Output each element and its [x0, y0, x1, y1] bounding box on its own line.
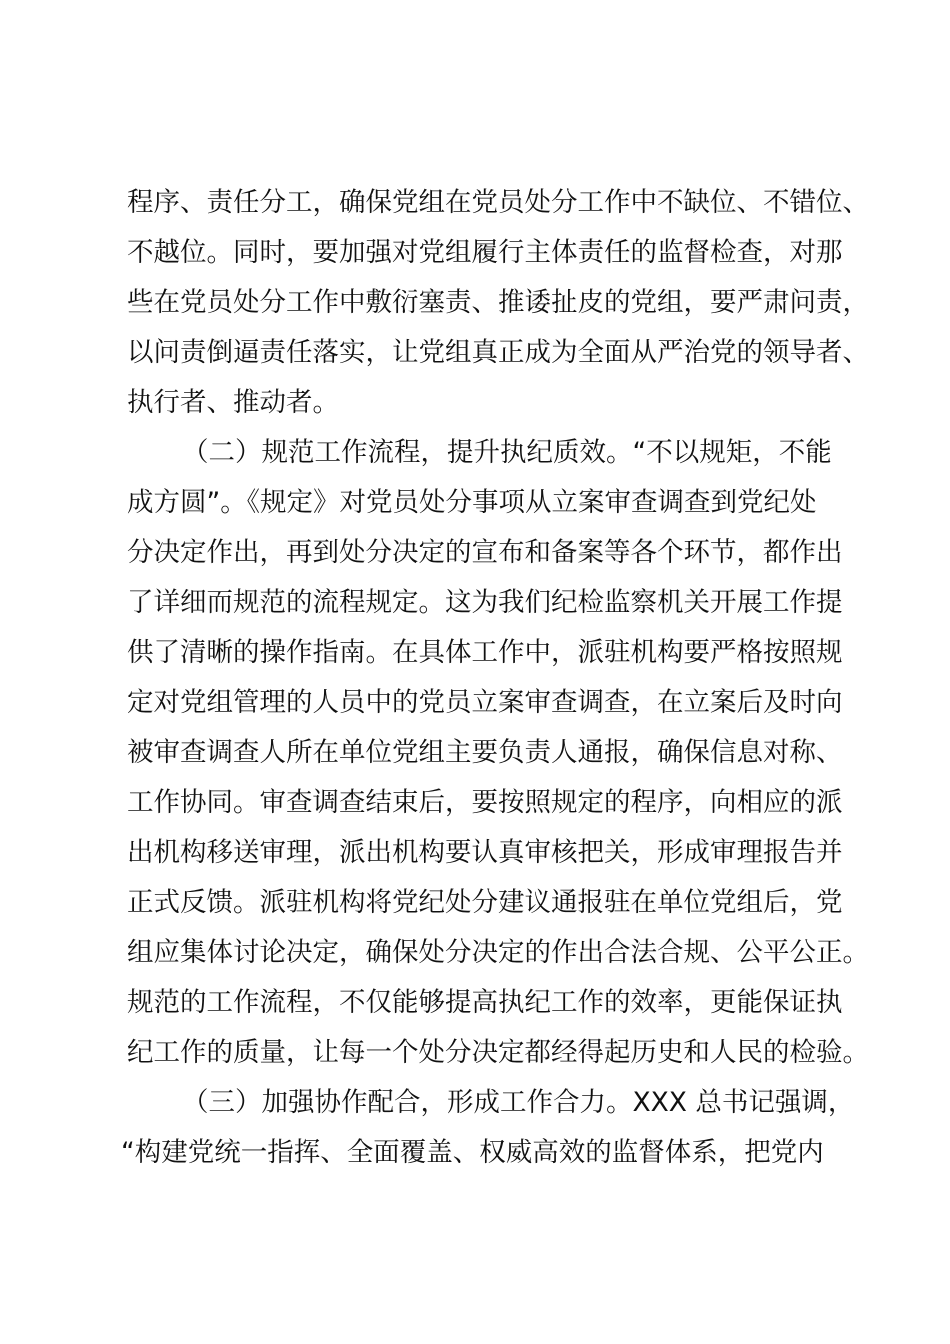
text-line: 些在党员处分工作中敷衍塞责、推诿扯皮的党组，要严肃问责， [127, 287, 869, 318]
text-line: 规范的工作流程，不仅能够提高执纪工作的效率，更能保证执 [127, 987, 843, 1018]
text-line: 成方圆”。《规定》对党员处分事项从立案审查调查到党纪处 [127, 487, 817, 518]
text-line: “构建党统一指挥、全面覆盖、权威高效的监督体系，把党内 [121, 1137, 824, 1168]
text-line: 分决定作出，再到处分决定的宣布和备案等各个环节，都作出 [127, 537, 843, 568]
text-line: 以问责倒逼责任落实，让党组真正成为全面从严治党的领导者、 [127, 337, 869, 368]
text-line: 工作协同。审查调查结束后，要按照规定的程序，向相应的派 [127, 787, 843, 818]
text-line: 供了清晰的操作指南。在具体工作中，派驻机构要严格按照规 [127, 637, 843, 668]
text-line: 组应集体讨论决定，确保处分决定的作出合法合规、公平公正。 [127, 937, 869, 968]
text-line: 出机构移送审理，派出机构要认真审核把关，形成审理报告并 [127, 837, 843, 868]
text-line: 不越位。同时，要加强对党组履行主体责任的监督检查，对那 [127, 237, 843, 268]
text-line: 定对党组管理的人员中的党员立案审查调查，在立案后及时向 [127, 687, 843, 718]
text-line: 纪工作的质量，让每一个处分决定都经得起历史和人民的检验。 [127, 1037, 869, 1068]
text-line: 执行者、推动者。 [127, 387, 339, 418]
section-heading-line: （二）规范工作流程，提升执纪质效。“不以规矩，不能 [182, 437, 832, 468]
text-line: 正式反馈。派驻机构将党纪处分建议通报驻在单位党组后，党 [127, 887, 843, 918]
section-heading-line: （三）加强协作配合，形成工作合力。XXX 总书记强调， [182, 1087, 855, 1118]
text-line: 了详细而规范的流程规定。这为我们纪检监察机关开展工作提 [127, 587, 843, 618]
text-line: 被审查调查人所在单位党组主要负责人通报，确保信息对称、 [127, 737, 843, 768]
body-text [121, 178, 869, 1178]
text-line: 程序、责任分工，确保党组在党员处分工作中不缺位、不错位、 [127, 187, 869, 218]
